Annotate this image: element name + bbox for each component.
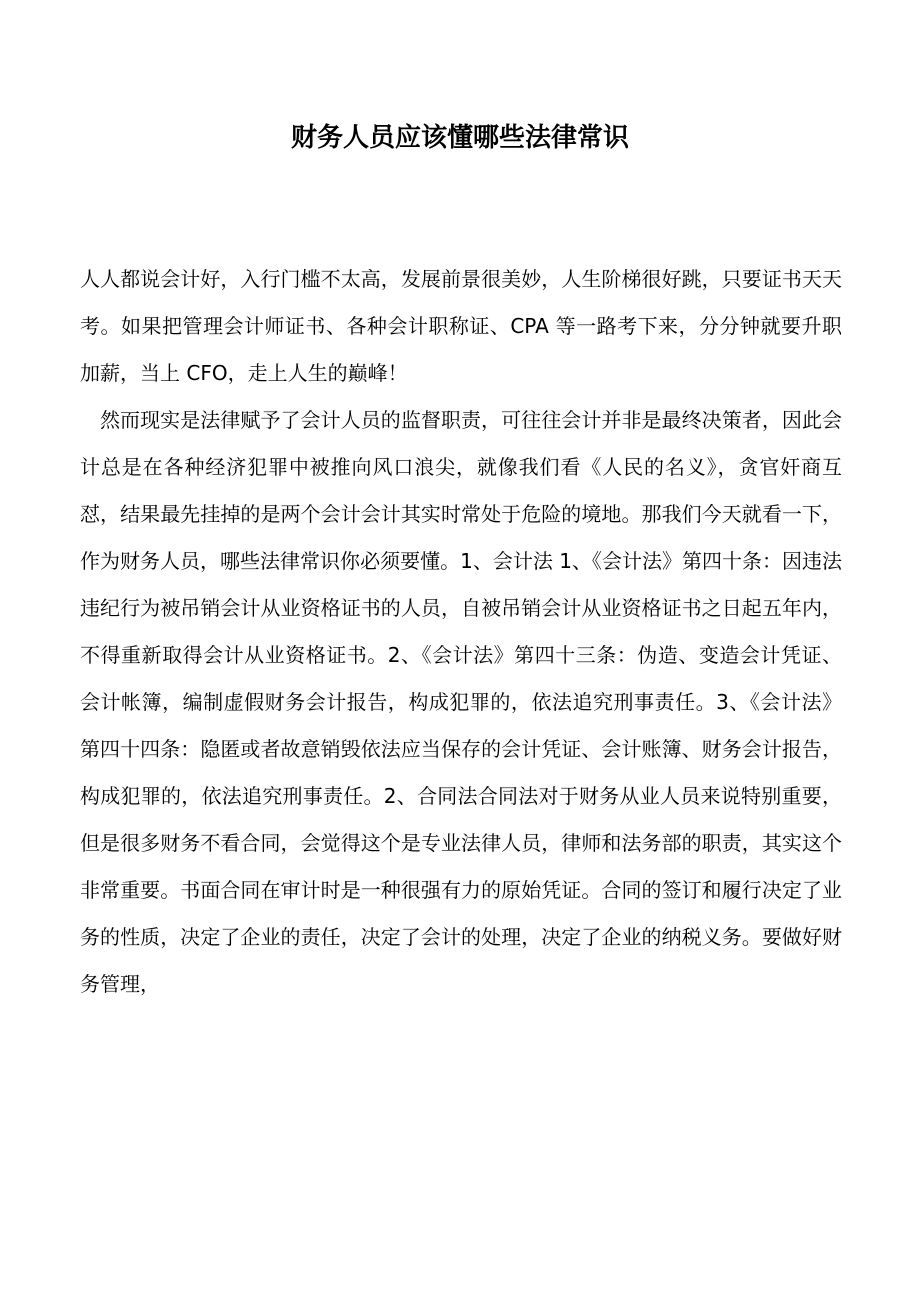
paragraph-main: 然而现实是法律赋予了会计人员的监督职责，可往往会计并非是最终决策者，因此会计总是在各种经济犯罪中被推向风口浪尖，就像我们看《人民的名义》，贪官奸商互怼，结果最先挂掉的是两个会计会计其实时常处于危险的境地。那我们今天就看一下，作为财务人员，哪些法律常识你必须要懂。1、会计法 1、《会计法》第四十条：因违法违纪行为被吊销会计从业资格证书的人员，自被吊销会计从业资格证书之日起五年内，不得重新取得会计从业资格证书。2、《会计法》第四十三条：伪造、变造会计凭证、会计帐簿，编制虚假财务会计报告，构成犯罪的，依法追究刑事责任。3、《会计法》第四十四条：隐匿或者故意销毁依法应当保存的会计凭证、会计账簿、财务会计报告，构成犯罪的，依法追究刑事责任。2、合同法合同法对于财务从业人员来说特别重要，但是很多财务不看合同，会觉得这个是专业法律人员，律师和法务部的职责，其实这个非常重要。书面合同在审计时是一种很强有力的原始凭证。合同的签订和履行决定了业务的性质，决定了企业的责任，决定了会计的处理，决定了企业的纳税义务。要做好财务管理， [80,408,842,996]
document-title: 财务人员应该懂哪些法律常识 [290,123,629,153]
paragraph-intro: 人人都说会计好，入行门槛不太高，发展前景很美妙，人生阶梯很好跳，只要证书天天考。如果把管理会计师证书、各种会计职称证、CPA 等一路考下来，分分钟就要升职加薪，当上 CFO，走上人生的巅峰！ [80,267,842,385]
document-body [80,256,842,1008]
